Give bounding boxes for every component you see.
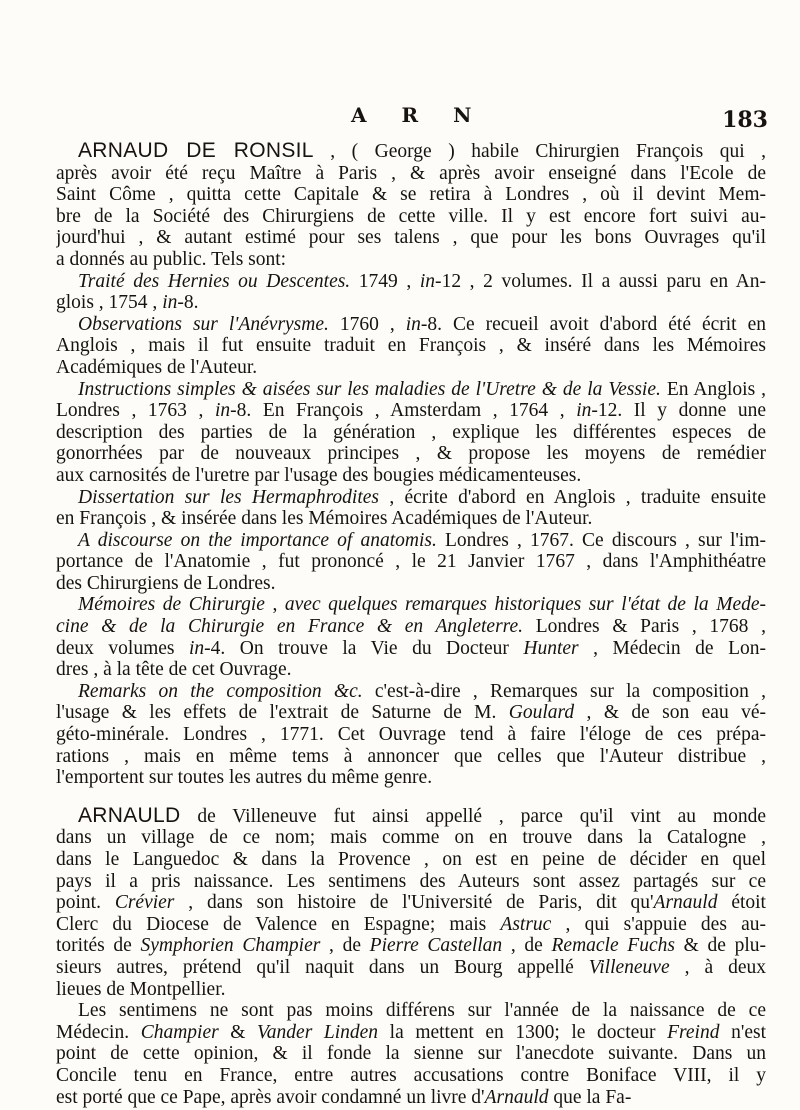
text-line: [56, 379, 766, 401]
text-run: 4. On trouve la Vie du Docteur: [210, 637, 524, 659]
text-run: aux carnosités de l'uretre par l'usage des bougies médicamenteuses.: [56, 464, 582, 486]
text-line: [56, 746, 766, 768]
text-line: [56, 1065, 766, 1087]
text-run: , ( George ) habile Chirurgien François qui ,: [313, 141, 766, 162]
text-line: [56, 957, 766, 979]
text-run: 12 , 2 volumes. Il a aussi paru en An-: [441, 270, 766, 292]
italic-text: Goulard: [508, 702, 575, 724]
text-run: , Médecin de Lon-: [578, 637, 766, 659]
text-run: Clerc du Diocese de Valence en Espagne; mais: [56, 913, 501, 935]
italic-text: Villeneuve: [588, 956, 670, 978]
text-line: [56, 314, 766, 336]
text-run: gonorrhées par de nouveaux principes , & propose les moyens de remédier: [56, 443, 766, 465]
text-line: [56, 508, 766, 530]
text-line: [56, 767, 766, 789]
text-run: description des parties de la génération , explique les différentes especes de: [56, 421, 766, 443]
text-run: dres , à la tête de cet Ouvrage.: [56, 659, 292, 681]
text-run: 8. En François , Amsterdam , 1764 ,: [236, 400, 577, 422]
body-text: [56, 140, 766, 1108]
text-run: , qui s'appuie des au-: [551, 913, 766, 935]
text-run: Anglois , mais il fut ensuite traduit en François , & inséré dans les Mémoires: [56, 335, 766, 357]
text-run: Académiques de l'Auteur.: [56, 356, 258, 378]
text-line: [56, 357, 766, 379]
italic-text: cine & de la Chirurgie en France & en Angleterre.: [56, 616, 524, 638]
text-run: pays il a pris naissance. Les sentimens des Auteurs sont assez partagés sur ce: [56, 870, 766, 892]
text-line: [56, 914, 766, 936]
entry-ronsil: [56, 140, 766, 789]
italic-text: in-: [214, 400, 237, 422]
italic-text: in-: [576, 400, 598, 422]
text-run: glois , 1754 ,: [56, 292, 163, 314]
italic-text: A discourse on the importance of anatomis.: [78, 529, 437, 551]
italic-text: Traité des Hernies ou Descentes.: [78, 270, 351, 292]
italic-text: avec quelques remarques historiques sur l'état de la Mede-: [284, 594, 766, 616]
text-line: [56, 1043, 766, 1065]
text-run: bre de la Société des Chirurgiens de cette ville. Il y est encore fort suivi au-: [56, 205, 766, 227]
text-line: [56, 443, 766, 465]
text-line: [56, 530, 766, 552]
text-line: [56, 163, 766, 185]
italic-text: Instructions simples & aisées sur les maladies de l'Uretre & de la Vessie.: [78, 378, 661, 400]
text-run: sieurs autres, prétend qu'il naquit dans un Bourg appellé: [56, 956, 589, 978]
text-run: 8.: [183, 292, 199, 314]
text-line: [56, 681, 766, 703]
text-run: deux volumes: [56, 637, 189, 659]
italic-text: in-: [188, 637, 211, 659]
italic-text: Symphorien Champier: [140, 935, 321, 957]
text-run: Médecin.: [56, 1021, 141, 1043]
text-run: la mettent en 1300; le docteur: [378, 1021, 668, 1043]
text-run: & de plu-: [674, 935, 766, 957]
italic-text: Vander Linden: [257, 1021, 379, 1043]
text-line: [56, 827, 766, 849]
text-line: [56, 487, 766, 509]
text-line: [56, 702, 766, 724]
text-run: Londres & Paris , 1768 ,: [523, 616, 766, 638]
text-run: que la Fa-: [548, 1086, 632, 1108]
italic-text: Pierre Castellan: [369, 935, 503, 957]
text-run: 8. Ce recueil avoit d'abord été écrit en: [427, 313, 766, 335]
text-run: Saint Côme , quitta cette Capitale & se retira à Londres , où il devint Mem-: [56, 184, 766, 206]
entry-separator: [56, 789, 766, 805]
text-run: Londres , 1763 ,: [56, 400, 215, 422]
text-line: [56, 140, 766, 163]
text-line: [56, 724, 766, 746]
entry-villeneuve: [56, 805, 766, 1108]
text-line: [56, 1022, 766, 1044]
italic-text: Remarks on the composition &c.: [78, 680, 363, 702]
italic-text: Hunter: [523, 637, 579, 659]
text-line: [56, 227, 766, 249]
text-run: Les sentimens ne sont pas moins différens sur l'année de la naissance de ce: [78, 1000, 766, 1022]
text-run: torités de: [56, 935, 141, 957]
text-run: lieues de Montpellier.: [56, 978, 226, 1000]
italic-text: Freind: [667, 1021, 720, 1043]
text-line: [56, 551, 766, 573]
text-run: n'est: [719, 1021, 766, 1043]
text-run: l'emportent sur toutes les autres du même genre.: [56, 767, 433, 789]
text-run: &: [218, 1021, 258, 1043]
italic-text: Champier: [140, 1021, 219, 1043]
italic-text: in-: [162, 292, 184, 314]
text-line: [56, 422, 766, 444]
text-run: après avoir été reçu Maître à Paris , & après avoir enseigné dans l'Ecole de: [56, 162, 766, 184]
italic-text: Remacle Fuchs: [551, 935, 675, 957]
text-run: ,: [264, 594, 285, 616]
text-line: [56, 400, 766, 422]
text-run: géto-minérale. Londres , 1771. Cet Ouvrage tend à faire l'éloge de ces prépa-: [56, 724, 766, 746]
text-run: 12. Il y donne une: [597, 400, 766, 422]
running-head: [0, 103, 800, 133]
text-run: Londres , 1767. Ce discours , sur l'im-: [436, 529, 766, 551]
text-run: , écrite d'abord en Anglois , traduite ensuite: [379, 486, 766, 508]
text-line: [56, 616, 766, 638]
italic-text: Astruc: [500, 913, 552, 935]
text-run: point.: [56, 892, 115, 914]
text-run: en François , & insérée dans les Mémoires Académiques de l'Auteur.: [56, 508, 593, 530]
text-run: , de: [320, 935, 370, 957]
italic-text: in-: [405, 313, 428, 335]
italic-text: Observations sur l'Anévrysme.: [78, 313, 329, 335]
italic-text: Crévier: [114, 892, 175, 914]
page-number: 183: [722, 107, 768, 133]
text-line: [56, 465, 766, 487]
text-line: [56, 271, 766, 293]
italic-text: Dissertation sur les Hermaphrodites: [78, 486, 380, 508]
entry-headword: ARNAUD DE RONSIL: [78, 140, 314, 162]
text-line: [56, 249, 766, 271]
text-line: [56, 638, 766, 660]
text-line: [56, 594, 766, 616]
text-run: Concile tenu en France, entre autres accusations contre Boniface VIII, il y: [56, 1064, 766, 1086]
text-line: [56, 1087, 766, 1109]
text-line: [56, 849, 766, 871]
text-run: 1749 ,: [350, 270, 420, 292]
text-run: jourd'hui , & autant estimé pour ses talens , que pour les bons Ouvrages qu'il: [56, 227, 766, 249]
text-line: [56, 871, 766, 893]
text-run: , & de son eau vé-: [574, 702, 766, 724]
text-line: [56, 184, 766, 206]
text-line: [56, 892, 766, 914]
italic-text: in-: [419, 270, 442, 292]
text-run: a donnés au public. Tels sont:: [56, 248, 287, 270]
running-head-title: A R N: [351, 103, 486, 127]
text-line: [56, 1000, 766, 1022]
text-run: étoit: [717, 892, 766, 914]
text-line: [56, 805, 766, 828]
text-line: [56, 335, 766, 357]
text-run: dans le Languedoc & dans la Provence , on est en peine de décider en quel: [56, 849, 766, 870]
text-line: [56, 573, 766, 595]
text-run: rations , mais en même tems à annoncer que celles que l'Auteur distribue ,: [56, 745, 766, 767]
text-line: [56, 659, 766, 681]
text-run: En Anglois ,: [660, 378, 766, 400]
italic-text: Arnauld: [484, 1086, 549, 1108]
italic-text: Arnauld: [653, 892, 718, 914]
text-run: des Chirurgiens de Londres.: [56, 572, 276, 594]
text-run: de Villeneuve fut ainsi appellé , parce qu'il vint au monde: [180, 805, 766, 827]
text-run: , dans son histoire de l'Université de Paris, dit qu': [174, 892, 654, 914]
text-run: 1760 ,: [328, 313, 406, 335]
text-run: c'est-à-dire , Remarques sur la composition ,: [362, 680, 766, 702]
text-run: , à deux: [669, 956, 766, 978]
text-run: l'usage & les effets de l'extrait de Saturne de M.: [56, 702, 509, 724]
text-run: est porté que ce Pape, après avoir condamné un livre d': [56, 1086, 485, 1108]
text-run: , de: [502, 935, 552, 957]
text-run: dans un village de ce nom; mais comme on en trouve dans la Catalogne ,: [56, 827, 766, 849]
entry-headword: ARNAULD: [78, 804, 181, 827]
italic-text: Mémoires de Chirurgie: [78, 594, 265, 616]
text-run: portance de l'Anatomie , fut prononcé , le 21 Janvier 1767 , dans l'Amphithéatre: [56, 551, 766, 573]
text-line: [56, 292, 766, 314]
text-line: [56, 935, 766, 957]
text-line: [56, 206, 766, 228]
text-line: [56, 979, 766, 1001]
text-run: point de cette opinion, & il fonde la sienne sur l'anecdote suivante. Dans un: [56, 1043, 766, 1065]
